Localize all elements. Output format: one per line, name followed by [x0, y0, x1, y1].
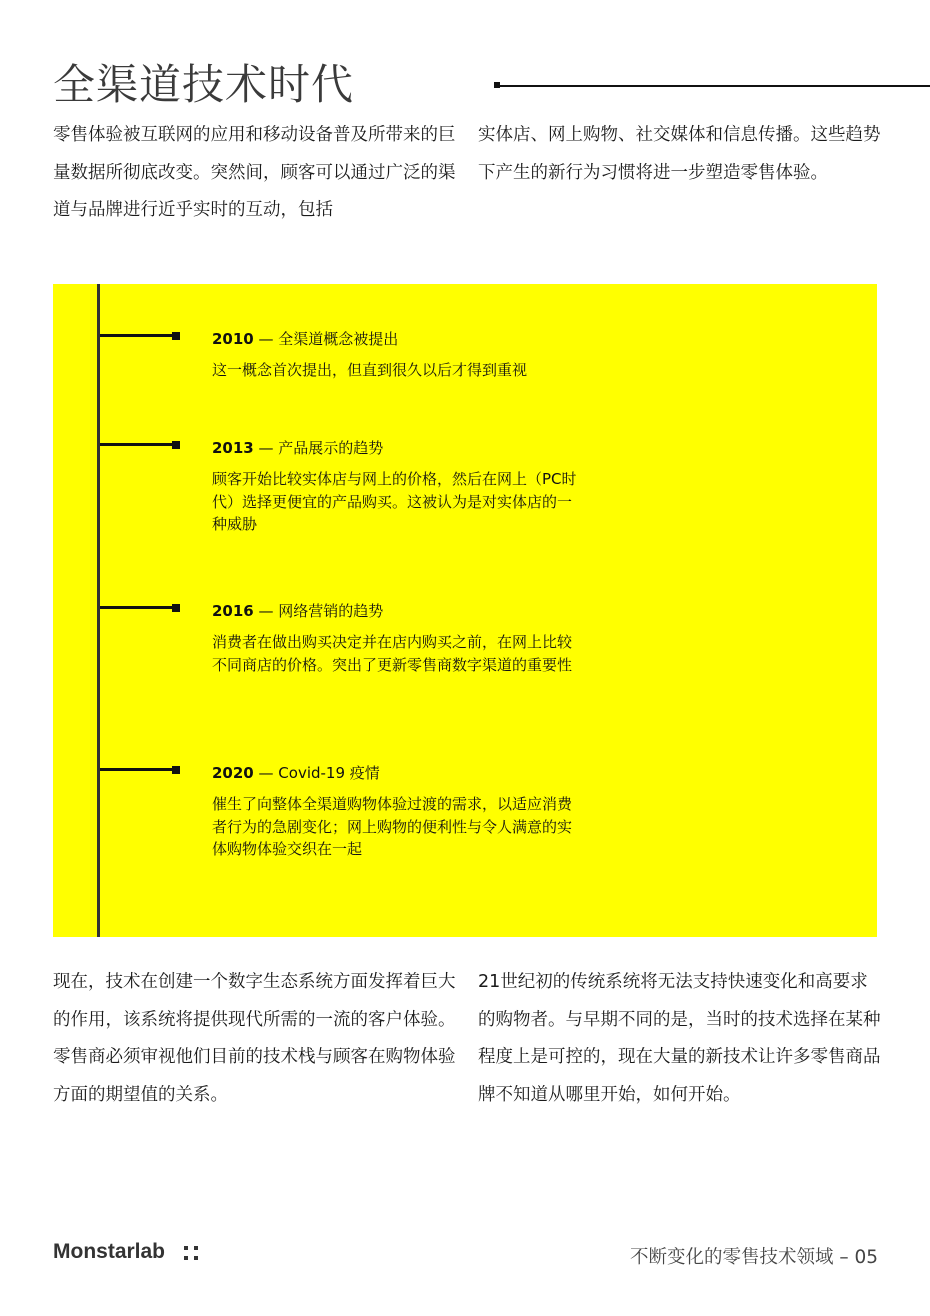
timeline-year: 2016: [212, 602, 254, 620]
timeline-title: 全渠道概念被提出: [278, 330, 399, 348]
body-paragraph-right: 21世纪初的传统系统将无法支持快速变化和高要求的购物者。与早期不同的是，当时的技术选择在某种程度上是可控的，现在大量的新技术让许多零售商品牌不知道从哪里开始，如何开始。: [478, 972, 881, 1105]
timeline-heading: [212, 762, 380, 784]
timeline-description: 顾客开始比较实体店与网上的价格，然后在网上（PC时代）选择更便宜的产品购买。这被认为是对实体店的一种威胁: [212, 470, 577, 533]
timeline-dash: —: [253, 439, 279, 457]
timeline-year: 2010: [212, 330, 254, 348]
square-node-icon: [172, 441, 180, 449]
page-title: 全渠道技术时代: [53, 60, 355, 109]
timeline-dash: —: [253, 330, 279, 348]
dot-grid-logo-icon: [184, 1244, 202, 1262]
timeline-connector: [100, 606, 175, 609]
timeline-description: 催生了向整体全渠道购物体验过渡的需求，以适应消费者行为的急剧变化；网上购物的便利性与令人满意的实体购物体验交织在一起: [212, 795, 573, 858]
body-paragraph-left: 现在，技术在创建一个数字生态系统方面发挥着巨大的作用，该系统将提供现代所需的一流的客户体验。零售商必须审视他们目前的技术栈与顾客在购物体验方面的期望值的关系。: [53, 972, 456, 1105]
timeline-connector: [100, 443, 175, 446]
timeline-description: 这一概念首次提出，但直到很久以后才得到重视: [212, 361, 528, 379]
square-node-icon: [172, 604, 180, 612]
timeline-description: 消费者在做出购买决定并在店内购买之前，在网上比较不同商店的价格。突出了更新零售商数字渠道的重要性: [212, 633, 573, 674]
timeline-panel: [53, 284, 877, 937]
footer-document-title: 不断变化的零售技术领域 – 05: [629, 1247, 878, 1268]
timeline-connector: [100, 768, 175, 771]
square-node-icon: [172, 766, 180, 774]
square-node-icon: [172, 332, 180, 340]
timeline-heading: [212, 600, 383, 622]
timeline-connector: [100, 334, 175, 337]
timeline-dash: —: [253, 602, 279, 620]
brand-logo-text: Monstarlab: [53, 1240, 166, 1263]
timeline-year: 2020: [212, 764, 254, 782]
timeline-title: Covid-19 疫情: [278, 764, 380, 782]
title-divider-line: [497, 85, 930, 87]
intro-paragraph-left: 零售体验被互联网的应用和移动设备普及所带来的巨量数据所彻底改变。突然间，顾客可以通过广泛的渠道与品牌进行近乎实时的互动，包括: [53, 125, 456, 220]
timeline-title: 网络营销的趋势: [278, 602, 384, 620]
timeline-heading: [212, 437, 383, 459]
timeline-heading: [212, 328, 398, 350]
timeline-title: 产品展示的趋势: [278, 439, 384, 457]
timeline-dash: —: [253, 764, 279, 782]
timeline-axis-line: [97, 284, 100, 937]
intro-paragraph-right: 实体店、网上购物、社交媒体和信息传播。这些趋势下产生的新行为习惯将进一步塑造零售体验。: [478, 125, 881, 183]
timeline-year: 2013: [212, 439, 254, 457]
